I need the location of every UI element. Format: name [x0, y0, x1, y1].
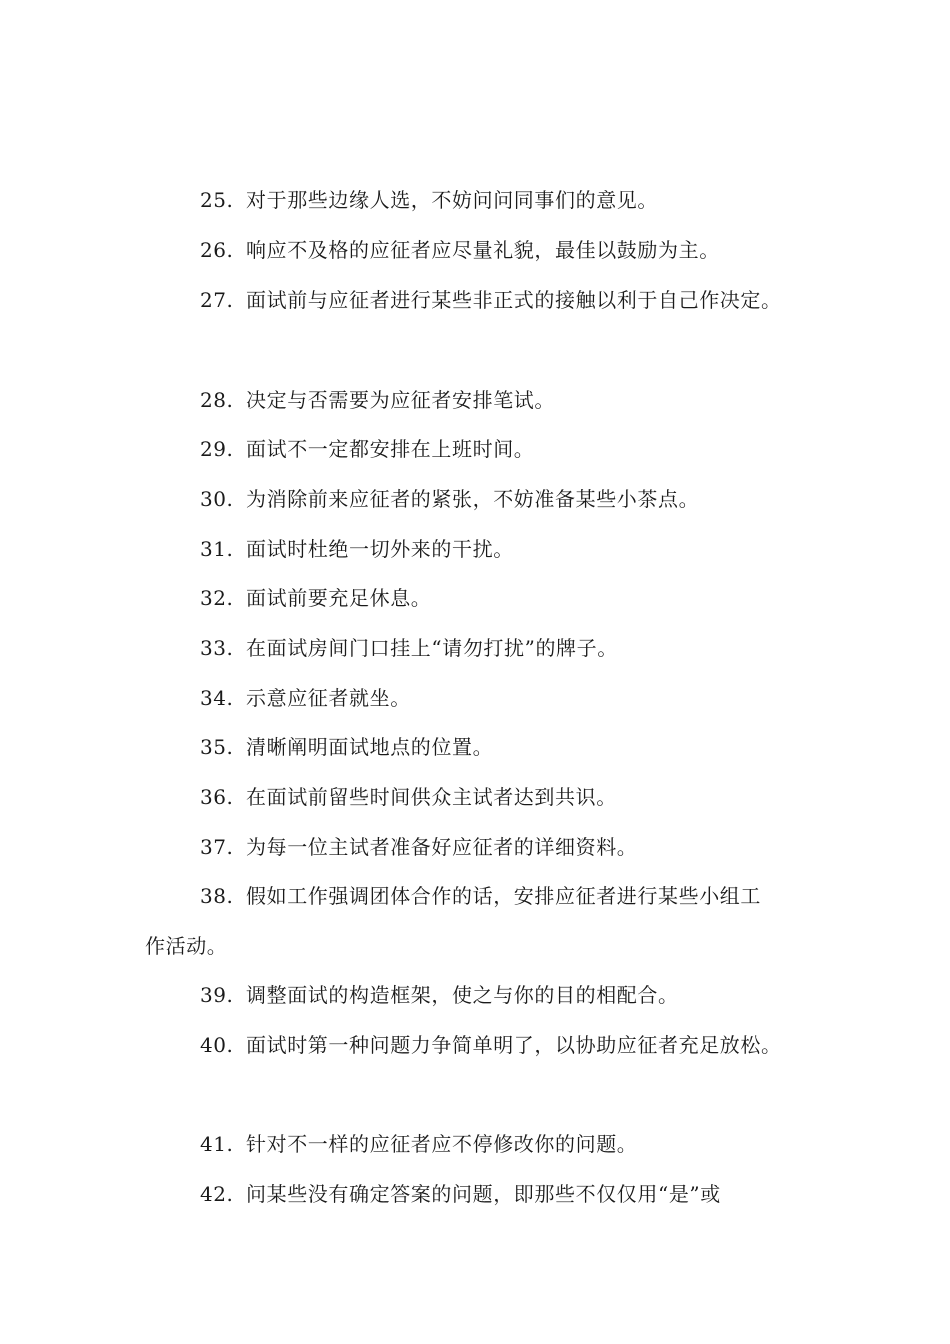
list-item — [145, 823, 825, 873]
item-text-continued: 作活动。 — [145, 933, 228, 958]
item-number: 38. — [200, 884, 234, 908]
list-item — [145, 1120, 825, 1170]
item-text: 面试前要充足休息。 — [246, 586, 432, 610]
item-text: 决定与否需要为应征者安排笔试。 — [246, 388, 555, 412]
list-item — [145, 624, 825, 674]
item-text: 面试时第一种问题力争简单明了，以协助应征者充足放松。 — [246, 1033, 782, 1057]
item-text: 调整面试的构造框架，使之与你的目的相配合。 — [246, 983, 679, 1007]
list-item — [145, 773, 825, 823]
item-text: 示意应征者就坐。 — [246, 686, 411, 710]
item-number: 30. — [200, 487, 234, 511]
item-number: 42. — [200, 1182, 234, 1206]
item-number: 28. — [200, 388, 234, 412]
item-number: 34. — [200, 686, 234, 710]
item-number: 39. — [200, 983, 234, 1007]
item-text: 面试时杜绝一切外来的干扰。 — [246, 537, 514, 561]
item-number: 27. — [200, 288, 234, 312]
item-number: 29. — [200, 437, 234, 461]
item-text: 在面试前留些时间供众主试者达到共识。 — [246, 785, 617, 809]
list-item — [145, 475, 825, 525]
item-number: 31. — [200, 537, 234, 561]
list-item — [145, 525, 825, 575]
list-item — [145, 723, 825, 773]
list-item — [145, 1170, 825, 1220]
list-item — [145, 872, 825, 971]
item-number: 25. — [200, 188, 234, 212]
item-number: 36. — [200, 785, 234, 809]
item-text: 清晰阐明面试地点的位置。 — [246, 735, 494, 759]
list-item — [145, 425, 825, 475]
item-text: 为消除前来应征者的紧张，不妨准备某些小茶点。 — [246, 487, 700, 511]
list-item — [145, 376, 825, 426]
item-number: 26. — [200, 238, 234, 262]
list-item — [145, 574, 825, 624]
item-text: 在面试房间门口挂上“请勿打扰”的牌子。 — [246, 636, 618, 660]
item-number: 41. — [200, 1132, 234, 1156]
item-text: 面试前与应征者进行某些非正式的接触以利于自己作决定。 — [246, 288, 782, 312]
list-item — [145, 674, 825, 724]
item-number: 35. — [200, 735, 234, 759]
list-item — [145, 226, 825, 276]
item-text: 响应不及格的应征者应尽量礼貌，最佳以鼓励为主。 — [246, 238, 720, 262]
item-text: 为每一位主试者准备好应征者的详细资料。 — [246, 835, 638, 859]
item-number: 33. — [200, 636, 234, 660]
list-item — [145, 276, 825, 326]
item-text: 针对不一样的应征者应不停修改你的问题。 — [246, 1132, 638, 1156]
item-number: 40. — [200, 1033, 234, 1057]
list-item — [145, 1021, 825, 1071]
list-item — [145, 971, 825, 1021]
list-item — [145, 176, 825, 226]
item-text: 对于那些边缘人选，不妨问问同事们的意见。 — [246, 188, 658, 212]
item-text: 面试不一定都安排在上班时间。 — [246, 437, 535, 461]
item-number: 32. — [200, 586, 234, 610]
item-text: 假如工作强调团体合作的话，安排应征者进行某些小组工 — [246, 884, 761, 908]
item-text: 问某些没有确定答案的问题，即那些不仅仅用“是”或 — [246, 1182, 721, 1206]
item-number: 37. — [200, 835, 234, 859]
